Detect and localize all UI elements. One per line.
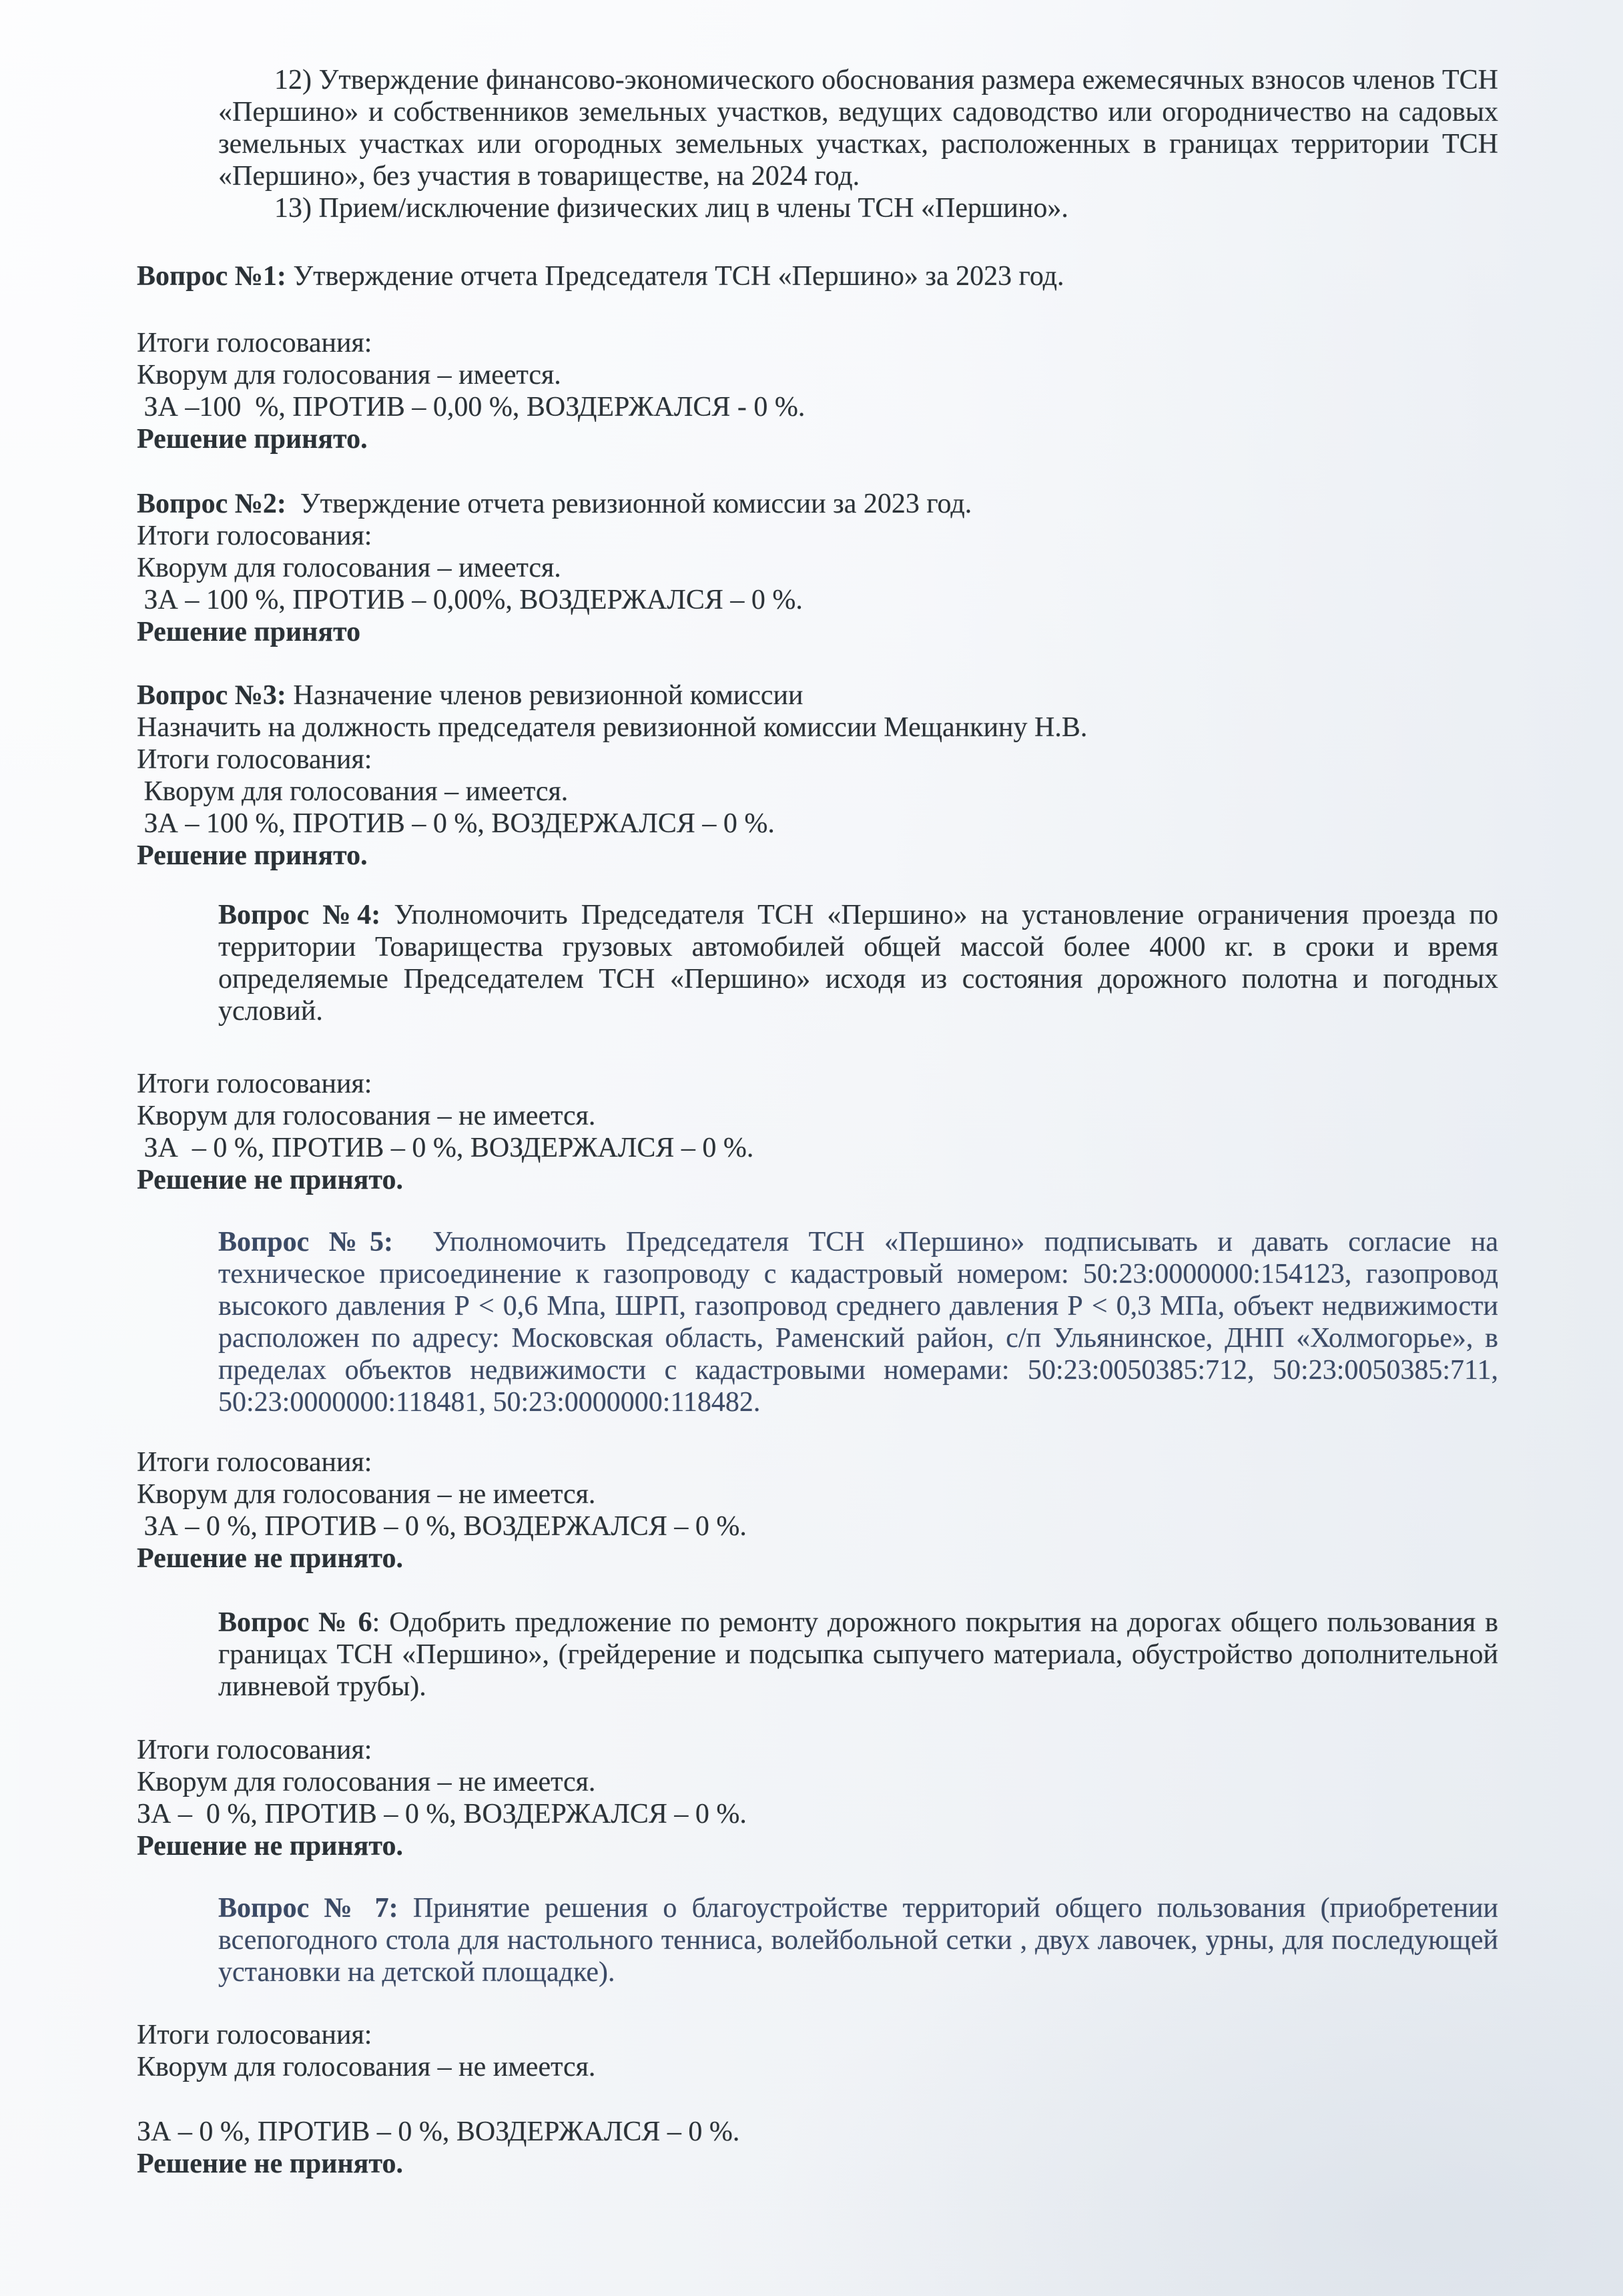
decision-line: Решение принято. xyxy=(137,840,368,871)
results-title: Итоги голосования: xyxy=(137,744,372,775)
question-2-title xyxy=(137,488,1498,520)
question-2-text: Утверждение отчета ревизионной комиссии за 2023 год. xyxy=(286,489,972,519)
question-7-label: Вопрос № 7: xyxy=(218,1893,398,1924)
question-6-section xyxy=(137,1607,1506,1862)
question-1-label: Вопрос №1: xyxy=(137,261,286,292)
question-4-section xyxy=(137,899,1506,1196)
results-title: Итоги голосования: xyxy=(137,1069,372,1099)
question-4-text: Уполномочить Председателя ТСН «Першино» на установление ограничения проезда по территории Товарищества грузовых автомобилей общей массой более 4000 кг. в сроки и время определяемые Председателем ТСН «Першино» исходя из состояния дорожного полотна и погодных условий. xyxy=(218,900,1506,1027)
votes-line: ЗА – 100 %, ПРОТИВ – 0 %, ВОЗДЕРЖАЛСЯ – 0 %. xyxy=(137,808,775,839)
question-5-paragraph xyxy=(218,1226,1506,1418)
question-7-text: Принятие решения о благоустройстве территорий общего пользования (приобретении всепогодного стола для настольного тенниса, волейбольной сетки , двух лавочек, урны, для последующей установки на детской площадке). xyxy=(218,1893,1506,1988)
question-2-section xyxy=(137,488,1498,648)
results-title: Итоги голосования: xyxy=(137,2020,372,2050)
decision-line: Решение не принято. xyxy=(137,1543,403,1574)
question-6-text: : Одобрить предложение по ремонту дорожного покрытия на дорогах общего пользования в границах ТСН «Першино», (грейдерение и подсыпка сыпучего материала, обустройство дополнительной ливневой трубы). xyxy=(218,1607,1506,1702)
question-3-text: Назначение членов ревизионной комиссии xyxy=(286,680,803,711)
question-4-label: Вопрос №4: xyxy=(218,900,381,930)
results-title: Итоги голосования: xyxy=(137,521,372,551)
quorum-line: Кворум для голосования – имеется. xyxy=(137,553,561,583)
question-7-section xyxy=(137,1892,1506,2180)
votes-line: ЗА – 100 %, ПРОТИВ – 0,00%, ВОЗДЕРЖАЛСЯ – 0 %. xyxy=(137,585,803,615)
quorum-line: Кворум для голосования – имеется. xyxy=(137,360,561,390)
question-3-title xyxy=(137,679,1498,711)
question-2-label: Вопрос №2: xyxy=(137,489,286,519)
quorum-line: Кворум для голосования – не имеется. xyxy=(137,1101,596,1131)
quorum-line: Кворум для голосования – не имеется. xyxy=(137,1479,596,1510)
question-5-label: Вопрос №5: xyxy=(218,1227,393,1257)
quorum-line: Кворум для голосования – не имеется. xyxy=(137,2052,596,2082)
agenda-item-12: 12) Утверждение финансово-экономического обоснования размера ежемесячных взносов членов ТСН «Першино» и собственников земельных участков, ведущих садоводство или огородничество на садовых земельных участках или огородных земельных участках, расположенных в границах территории ТСН «Першино», без участия в товариществе, на 2024 год. xyxy=(218,65,1506,192)
votes-line: ЗА – 0 %, ПРОТИВ – 0 %, ВОЗДЕРЖАЛСЯ – 0 %. xyxy=(137,1511,747,1542)
votes-line: ЗА –100 %, ПРОТИВ – 0,00 %, ВОЗДЕРЖАЛСЯ - 0 %. xyxy=(137,392,805,422)
decision-line: Решение не принято. xyxy=(137,1831,403,1861)
question-6-label: Вопрос № 6 xyxy=(218,1607,372,1638)
decision-line: Решение не принято. xyxy=(137,1165,403,1195)
question-7-paragraph xyxy=(218,1892,1506,1988)
quorum-line: Кворум для голосования – не имеется. xyxy=(137,1767,596,1797)
quorum-line: Кворум для голосования – имеется. xyxy=(137,776,569,807)
results-title: Итоги голосования: xyxy=(137,328,372,358)
decision-line: Решение принято xyxy=(137,617,361,647)
votes-line: ЗА – 0 %, ПРОТИВ – 0 %, ВОЗДЕРЖАЛСЯ – 0 %. xyxy=(137,1133,754,1163)
votes-line: ЗА – 0 %, ПРОТИВ – 0 %, ВОЗДЕРЖАЛСЯ – 0 %. xyxy=(137,2116,740,2147)
results-title: Итоги голосования: xyxy=(137,1447,372,1478)
question-5-section xyxy=(137,1226,1506,1574)
decision-line: Решение не принято. xyxy=(137,2148,403,2179)
appointment-line: Назначить на должность председателя ревизионной комиссии Мещанкину Н.В. xyxy=(137,712,1088,743)
decision-line: Решение принято. xyxy=(137,424,368,455)
question-5-text: Уполномочить Председателя ТСН «Першино» подписывать и давать согласие на техническое присоединение к газопроводу с кадастровый номером: 50:23:0000000:154123, газопровод высокого давления Р < 0,6 Мпа, ШРП, газопровод среднего давления Р < 0,3 МПа, объект недвижимости расположен по адресу: Московская область, Раменский район, с/п Ульянинское, ДНП «Холмогорье», в пределах объектов недвижимости с кадастровыми номерами: 50:23:0050385:712, 50:23:0050385:711, 50:23:0000000:118481, 50:23:0000000:118482. xyxy=(218,1227,1506,1418)
results-title: Итоги голосования: xyxy=(137,1735,372,1765)
question-3-section xyxy=(137,679,1498,872)
question-3-label: Вопрос №3: xyxy=(137,680,286,711)
question-1-text: Утверждение отчета Председателя ТСН «Першино» за 2023 год. xyxy=(286,261,1064,292)
question-6-paragraph xyxy=(218,1607,1506,1703)
question-4-paragraph xyxy=(218,899,1506,1027)
agenda-item-13: 13) Прием/исключение физических лиц в члены ТСН «Першино». xyxy=(274,193,1068,224)
question-1-section xyxy=(137,260,1498,455)
votes-line: ЗА – 0 %, ПРОТИВ – 0 %, ВОЗДЕРЖАЛСЯ – 0 %. xyxy=(137,1799,747,1829)
question-1-title xyxy=(137,260,1498,292)
agenda-items xyxy=(137,64,1506,224)
